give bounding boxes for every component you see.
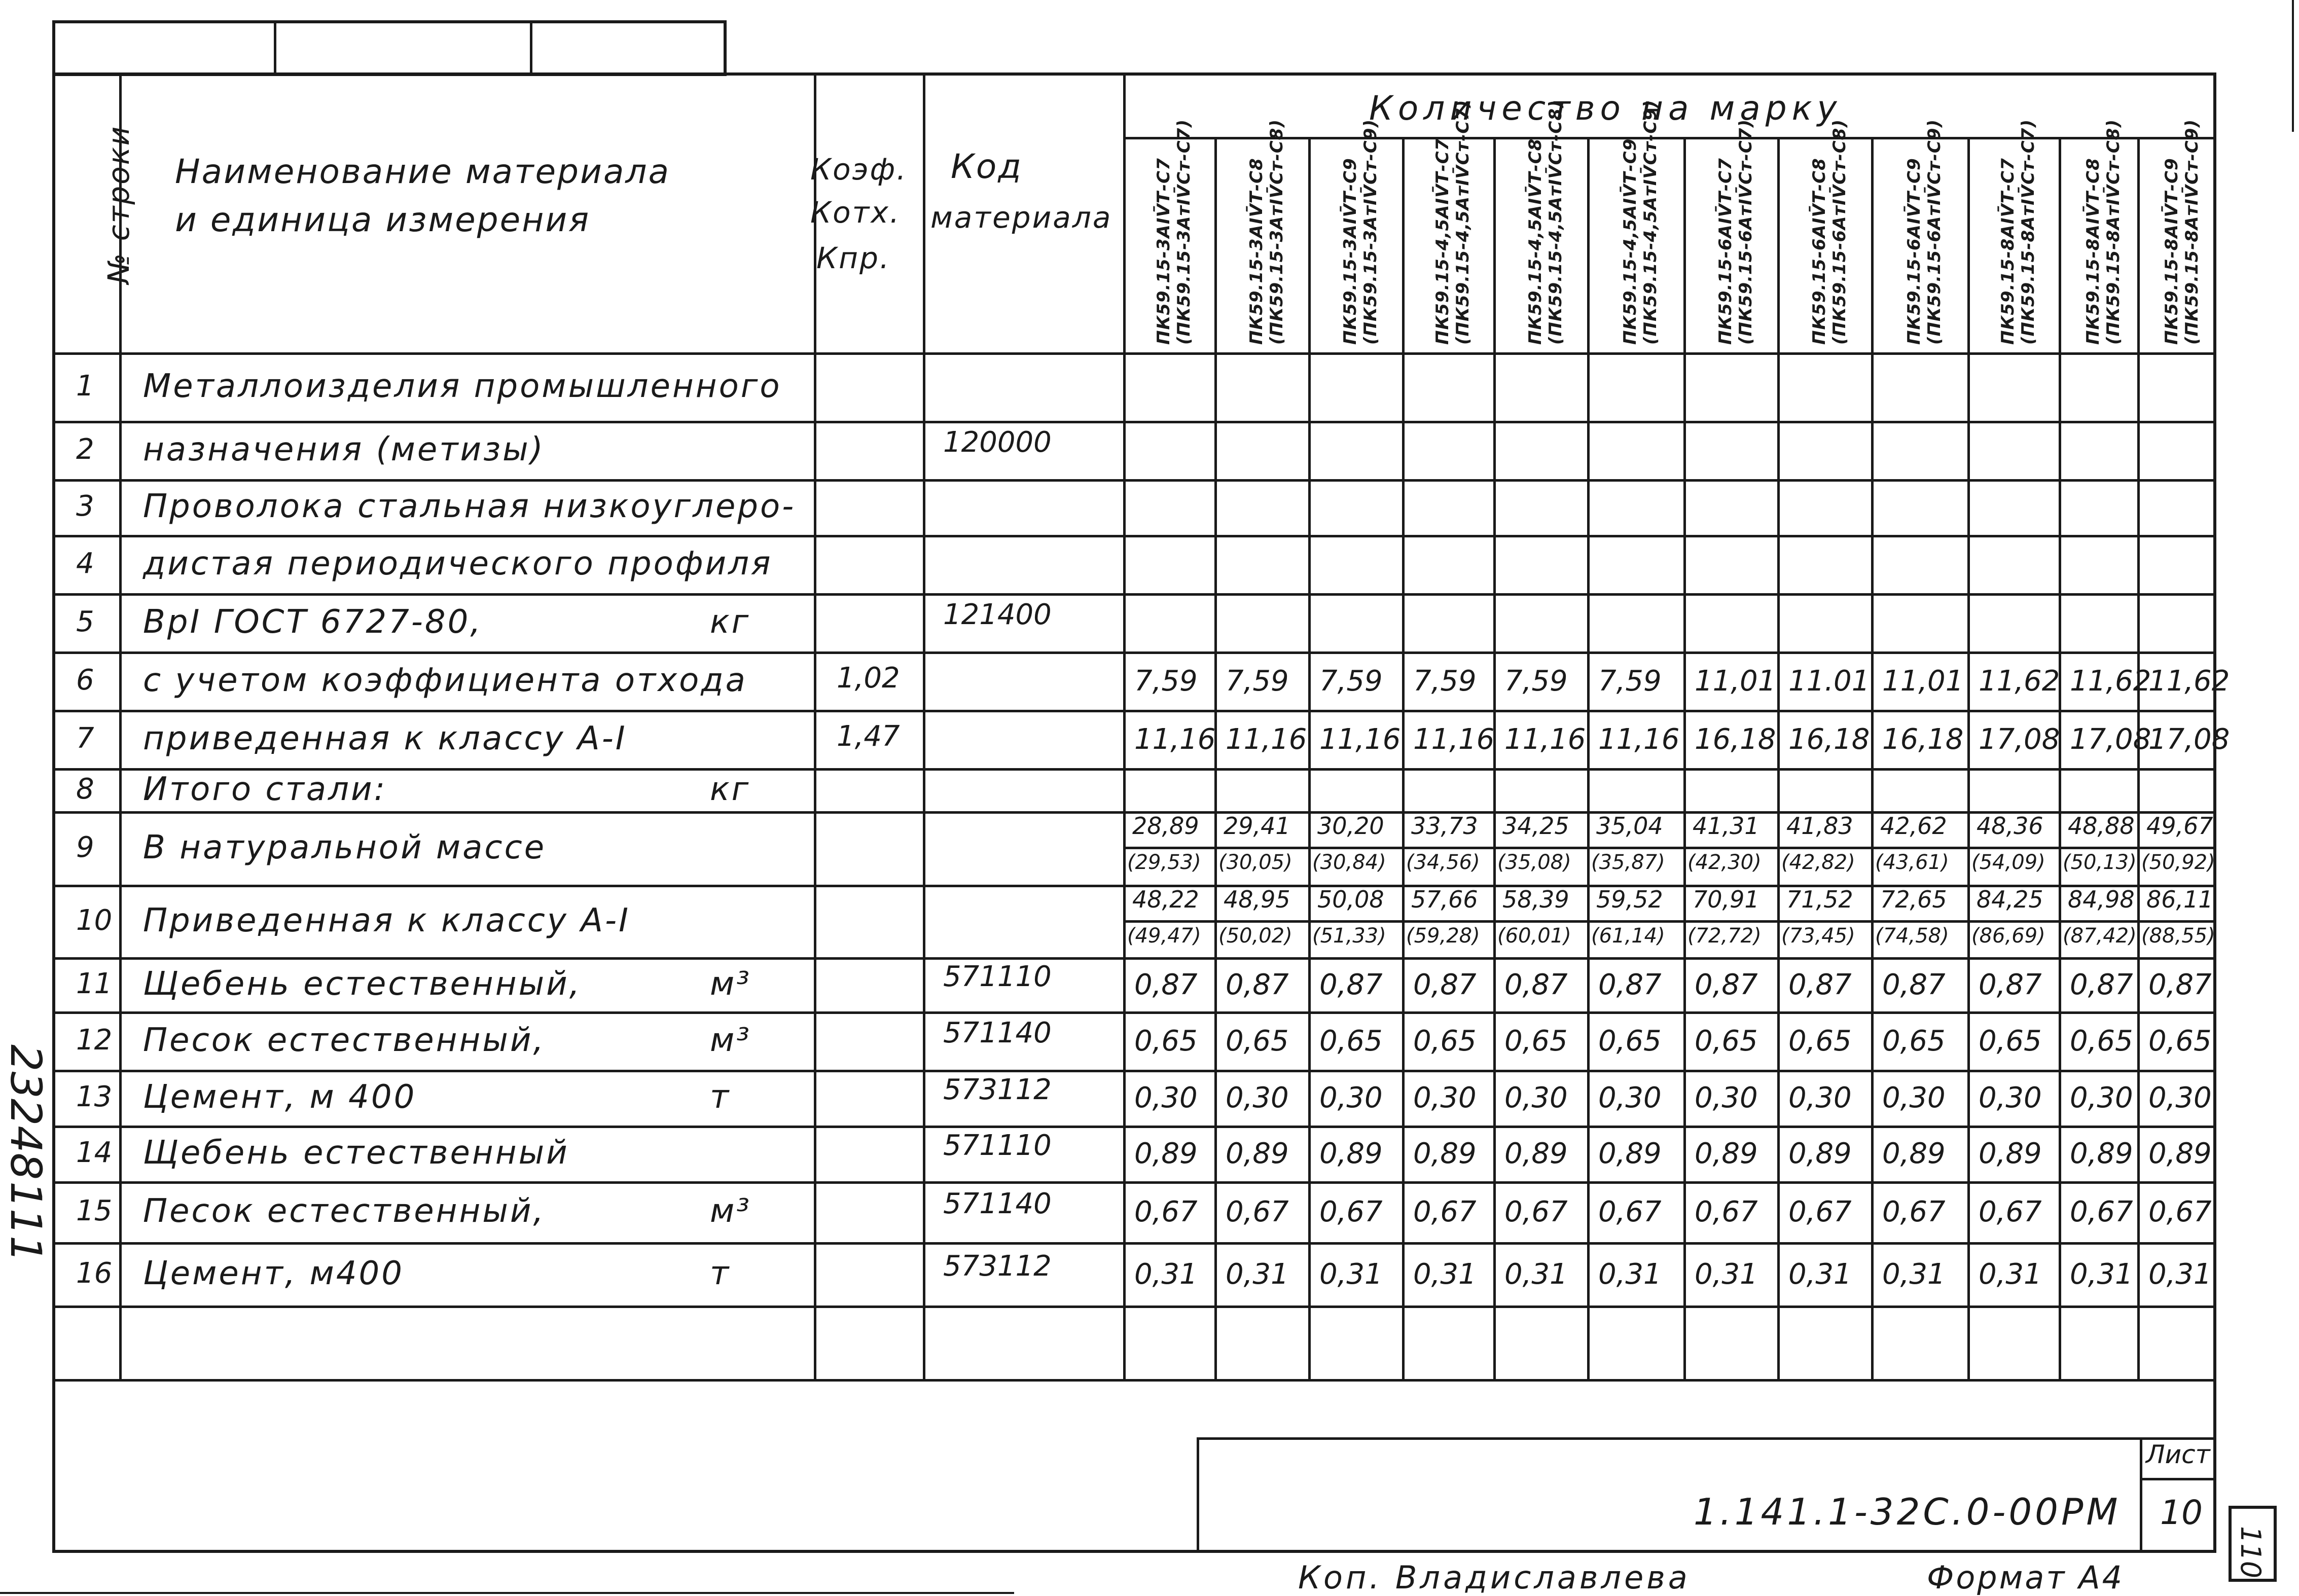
- quantity-value: 0,89: [2148, 1137, 2212, 1170]
- material-name: Цемент, м400: [143, 1254, 404, 1292]
- quantity-value: 70,91: [1693, 886, 1759, 913]
- row-number: 13: [76, 1080, 113, 1113]
- quantity-value: 0,31: [1788, 1257, 1852, 1291]
- quantity-value-alt: (30,84): [1312, 851, 1386, 874]
- material-name: В натуральной массе: [143, 828, 547, 866]
- quantity-value: 0,87: [1695, 968, 1758, 1001]
- quantity-value: 17,08: [2148, 722, 2230, 756]
- mark-header: ПК59.15-6АIV̄Т-С7: [1715, 158, 1736, 345]
- quantity-value: 57,66: [1411, 886, 1478, 913]
- quantity-value-alt: (50,13): [2063, 851, 2137, 874]
- material-name: Металлоизделия промышленного: [143, 367, 782, 405]
- quantity-value: 11.01: [1788, 664, 1870, 698]
- quantity-value: 7,59: [1134, 664, 1198, 698]
- material-name: Щебень естественный,: [143, 965, 582, 1003]
- quantity-value: 0,65: [1695, 1024, 1758, 1058]
- mark-header: ПК59.15-4,5АIV̄Т-С9: [1620, 138, 1640, 345]
- code-header: Код: [951, 147, 1023, 186]
- mark-header: (ПК59.15-8АтIV̄Ст-С9): [2182, 119, 2202, 345]
- quantity-value-alt: (35,08): [1497, 851, 1571, 874]
- quantity-value: 0,67: [1226, 1195, 1289, 1228]
- quantity-value: 0,89: [1598, 1137, 1662, 1170]
- quantity-value-alt: (34,56): [1406, 851, 1480, 874]
- quantity-value: 0,31: [1413, 1257, 1477, 1291]
- quantity-value: 48,36: [1977, 812, 2043, 840]
- quantity-value-alt: (42,82): [1781, 851, 1855, 874]
- column-rule: [1871, 137, 1874, 1379]
- row-rule: [52, 1011, 2216, 1014]
- row-number: 2: [76, 432, 94, 466]
- row-number: 9: [76, 830, 94, 864]
- quantity-value: 0,87: [1504, 968, 1568, 1001]
- row-rule: [52, 1181, 2216, 1184]
- quantity-value: 0,87: [1788, 968, 1852, 1001]
- row-number: 6: [76, 663, 94, 697]
- material-code: 571110: [943, 1129, 1052, 1162]
- quantity-value: 7,59: [1598, 664, 1662, 698]
- material-code: 120000: [943, 425, 1052, 459]
- quantity-value: 0,87: [1598, 968, 1662, 1001]
- quantity-value: 48,88: [2068, 812, 2135, 840]
- quantity-value: 0,31: [1226, 1257, 1289, 1291]
- quantity-value: 0,89: [1695, 1137, 1758, 1170]
- column-rule: [1967, 137, 1970, 1379]
- row-number: 1: [76, 369, 94, 403]
- mark-header: ПК59.15-3АIV̄Т-С8: [1246, 158, 1267, 345]
- top-corner-divider: [530, 20, 532, 76]
- quantity-value: 0,30: [1695, 1081, 1758, 1114]
- quantity-value: 0,31: [2070, 1257, 2133, 1291]
- mark-header: (ПК59.15-6АтIV̄Ст-С9): [1924, 119, 1945, 345]
- row-rule: [52, 1379, 2216, 1382]
- quantity-value: 0,67: [1134, 1195, 1198, 1228]
- quantity-value: 0,89: [1226, 1137, 1289, 1170]
- material-name: с учетом коэффициента отхода: [143, 661, 747, 699]
- mark-header: ПК59.15-4,5АIV̄Т-С7: [1432, 138, 1453, 345]
- mark-header: ПК59.15-3АIV̄Т-С9: [1340, 158, 1360, 345]
- mark-header: ПК59.15-6АIV̄Т-С8: [1809, 158, 1829, 345]
- quantity-value: 41,83: [1786, 812, 1853, 840]
- quantity-value: 0,67: [2148, 1195, 2212, 1228]
- unit-header: и единица измерения: [175, 200, 591, 239]
- material-code: 573112: [943, 1249, 1052, 1283]
- quantity-value: 0,89: [1882, 1137, 1946, 1170]
- unit-label: т: [710, 1078, 731, 1116]
- quantity-value: 0,67: [1598, 1195, 1662, 1228]
- quantity-value: 0,89: [1979, 1137, 2042, 1170]
- row-rule: [52, 651, 2216, 654]
- material-code: 571140: [943, 1016, 1052, 1049]
- quantity-value: 11,01: [1882, 664, 1964, 698]
- row-number: 4: [76, 547, 94, 580]
- quantity-value: 48,22: [1132, 886, 1199, 913]
- quantity-value: 7,59: [1226, 664, 1289, 698]
- quantity-value: 0,65: [1882, 1024, 1946, 1058]
- row-number-header: № строки: [101, 125, 136, 284]
- row-rule: [52, 710, 2216, 712]
- quantity-value: 7,59: [1413, 664, 1477, 698]
- quantity-value: 0,65: [1979, 1024, 2042, 1058]
- quantity-value: 0,30: [1134, 1081, 1198, 1114]
- quantity-value-alt: (61,14): [1591, 924, 1665, 948]
- row-rule: [52, 1242, 2216, 1245]
- quantity-value-alt: (54,09): [1971, 851, 2045, 874]
- quantity-value: 72,65: [1880, 886, 1947, 913]
- quantity-value: 0,30: [1979, 1081, 2042, 1114]
- row-number: 5: [76, 605, 94, 638]
- quantity-value: 0,67: [1413, 1195, 1477, 1228]
- column-rule: [1777, 137, 1780, 1379]
- mark-header: (ПК59.15-8АтIV̄Ст-С8): [2103, 119, 2124, 345]
- sheet-number: 10: [2160, 1493, 2203, 1532]
- quantity-value: 0,30: [1504, 1081, 1568, 1114]
- quantity-value: 0,65: [2070, 1024, 2133, 1058]
- quantity-value-alt: (74,58): [1875, 924, 1949, 948]
- quantity-value: 0,89: [2070, 1137, 2133, 1170]
- mark-header: (ПК59.15-6АтIV̄Ст-С7): [1735, 119, 1756, 345]
- quantity-value-alt: (59,28): [1406, 924, 1480, 948]
- material-code: 121400: [943, 598, 1052, 631]
- column-rule: [1402, 137, 1405, 1379]
- unit-label: кг: [710, 770, 751, 808]
- row-rule: [52, 479, 2216, 482]
- material-name: Щебень естественный: [143, 1134, 569, 1172]
- quantity-value: 0,65: [1504, 1024, 1568, 1058]
- quantity-value: 49,67: [2146, 812, 2213, 840]
- quantity-value: 0,65: [1413, 1024, 1477, 1058]
- quantity-value: 58,39: [1502, 886, 1569, 913]
- quantity-value: 0,31: [1882, 1257, 1946, 1291]
- quantity-value: 42,62: [1880, 812, 1947, 840]
- sheet-format: Формат А4: [1927, 1559, 2125, 1596]
- row-number: 10: [76, 903, 113, 937]
- column-rule: [1308, 137, 1311, 1379]
- copied-by: Коп. Владиславлева: [1298, 1559, 1691, 1596]
- quantity-value: 0,67: [1319, 1195, 1383, 1228]
- quantity-value: 0,67: [1504, 1195, 1568, 1228]
- quantity-value: 11,16: [1598, 722, 1680, 756]
- quantity-value: 11,16: [1226, 722, 1307, 756]
- coef-header: Кпр.: [816, 241, 891, 275]
- unit-label: т: [710, 1254, 731, 1292]
- column-rule: [1214, 137, 1217, 1379]
- quantity-value: 11,16: [1504, 722, 1586, 756]
- header-rule: [1123, 137, 2216, 139]
- quantity-value: 0,89: [1788, 1137, 1852, 1170]
- quantity-value-alt: (49,47): [1127, 924, 1201, 948]
- quantity-value: 33,73: [1411, 812, 1478, 840]
- quantity-value: 0,65: [1134, 1024, 1198, 1058]
- material-code: 573112: [943, 1073, 1052, 1106]
- quantity-value: 0,87: [1134, 968, 1198, 1001]
- mark-header: ПК59.15-3АIV̄Т-С7: [1154, 158, 1174, 345]
- quantity-value: 84,25: [1977, 886, 2043, 913]
- quantity-value: 7,59: [1504, 664, 1568, 698]
- quantity-value: 11,16: [1413, 722, 1495, 756]
- mark-header: (ПК59.15-4,5АтIV̄Ст-С9): [1640, 99, 1661, 345]
- quantity-value-alt: (35,87): [1591, 851, 1665, 874]
- row-number: 12: [76, 1023, 113, 1057]
- material-name: Песок естественный,: [143, 1021, 546, 1059]
- row-number: 8: [76, 772, 94, 806]
- quantity-value: 17,08: [1979, 722, 2060, 756]
- row-rule: [52, 535, 2216, 537]
- column-rule: [1587, 137, 1590, 1379]
- quantity-value: 0,31: [1695, 1257, 1758, 1291]
- bottom-rule: [0, 1592, 1014, 1594]
- material-name: дистая периодического профиля: [143, 545, 773, 583]
- quantity-value: 0,30: [1413, 1081, 1477, 1114]
- quantity-value: 0,87: [1979, 968, 2042, 1001]
- quantity-value-alt: (50,02): [1218, 924, 1292, 948]
- quantity-value: 0,31: [1319, 1257, 1383, 1291]
- right-edge-mark: [2292, 0, 2294, 132]
- row-rule: [52, 1126, 2216, 1128]
- quantity-value: 11,62: [2148, 664, 2230, 698]
- subrow-rule: [1123, 920, 2216, 923]
- material-name: Проволока стальная низкоуглеро-: [143, 488, 796, 525]
- quantity-value: 86,11: [2146, 886, 2213, 913]
- quantity-value: 16,18: [1788, 722, 1870, 756]
- row-rule: [52, 1305, 2216, 1308]
- row-rule: [52, 1070, 2216, 1072]
- quantity-value: 0,89: [1134, 1137, 1198, 1170]
- quantity-value: 11,16: [1319, 722, 1401, 756]
- quantity-value: 0,65: [2148, 1024, 2212, 1058]
- page-number: 110: [2235, 1526, 2267, 1579]
- quantity-value: 29,41: [1224, 812, 1290, 840]
- document-code: 1.141.1-32С.0-00РМ: [1694, 1491, 2121, 1533]
- quantity-value: 0,89: [1413, 1137, 1477, 1170]
- quantity-value: 0,87: [1413, 968, 1477, 1001]
- quantity-value: 30,20: [1317, 812, 1384, 840]
- top-corner-box: [52, 20, 727, 76]
- quantity-value: 0,30: [1882, 1081, 1946, 1114]
- coefficient-value: 1,47: [837, 719, 900, 753]
- code-header: материала: [930, 200, 1112, 235]
- quantity-value: 0,30: [1788, 1081, 1852, 1114]
- quantity-value: 0,67: [2070, 1195, 2133, 1228]
- mark-header: ПК59.15-4,5АIV̄Т-С8: [1525, 138, 1546, 345]
- mark-header: ПК59.15-8АIV̄Т-С9: [2162, 158, 2182, 345]
- material-code: 571110: [943, 960, 1052, 993]
- header-bottom-rule: [52, 352, 2216, 355]
- mark-header: (ПК59.15-3АтIV̄Ст-С7): [1174, 119, 1194, 345]
- quantity-value-alt: (42,30): [1687, 851, 1762, 874]
- mark-header: ПК59.15-8АIV̄Т-С7: [1998, 158, 2018, 345]
- quantity-value: 0,30: [2070, 1081, 2133, 1114]
- stamp-sheet-line: [2140, 1478, 2216, 1480]
- column-rule: [1683, 137, 1686, 1379]
- quantity-value-alt: (30,05): [1218, 851, 1292, 874]
- quantity-value: 0,65: [1598, 1024, 1662, 1058]
- quantity-value: 0,67: [1979, 1195, 2042, 1228]
- material-name: назначения (метизы): [143, 430, 545, 468]
- mark-header: (ПК59.15-4,5АтIV̄Ст-С8): [1545, 99, 1566, 345]
- quantity-value: 17,08: [2070, 722, 2151, 756]
- sheet-label: Лист: [2146, 1440, 2210, 1469]
- coef-header: Котх.: [810, 195, 901, 230]
- quantity-value: 0,31: [1979, 1257, 2042, 1291]
- quantity-value: 0,30: [2148, 1081, 2212, 1114]
- quantity-value: 7,59: [1319, 664, 1383, 698]
- quantity-value: 0,31: [2148, 1257, 2212, 1291]
- quantity-value: 0,31: [1598, 1257, 1662, 1291]
- column-rule: [2059, 137, 2061, 1379]
- inventory-number: 23248: [1, 1044, 51, 1180]
- quantity-value: 48,95: [1224, 886, 1290, 913]
- quantity-value: 16,18: [1695, 722, 1776, 756]
- quantity-value-alt: (51,33): [1312, 924, 1386, 948]
- unit-label: м³: [710, 1021, 751, 1059]
- mark-header: (ПК59.15-4,5АтIV̄Ст-С7): [1453, 99, 1473, 345]
- column-rule: [1493, 137, 1496, 1379]
- quantity-value: 0,87: [1319, 968, 1383, 1001]
- quantity-value: 34,25: [1502, 812, 1569, 840]
- mark-header: (ПК59.15-8АтIV̄Ст-С7): [2018, 119, 2038, 345]
- quantity-value: 11,62: [1979, 664, 2060, 698]
- row-number: 11: [76, 967, 113, 1000]
- quantity-value: 0,87: [1226, 968, 1289, 1001]
- coef-header: Коэф.: [810, 152, 908, 187]
- quantity-value: 0,67: [1788, 1195, 1852, 1228]
- quantity-value: 0,31: [1134, 1257, 1198, 1291]
- quantity-value: 0,31: [1504, 1257, 1568, 1291]
- material-code: 571140: [943, 1187, 1052, 1220]
- quantity-value-alt: (60,01): [1497, 924, 1571, 948]
- row-number: 7: [76, 721, 94, 755]
- quantity-value: 16,18: [1882, 722, 1964, 756]
- quantity-value-alt: (73,45): [1781, 924, 1855, 948]
- quantity-value: 0,65: [1788, 1024, 1852, 1058]
- material-name: Цемент, м 400: [143, 1078, 417, 1116]
- mark-header: ПК59.15-8АIV̄Т-С8: [2082, 158, 2103, 345]
- side-number: 111: [1, 1181, 51, 1263]
- stamp-sheet-divider: [2140, 1437, 2142, 1553]
- quantity-value-alt: (50,92): [2141, 851, 2215, 874]
- row-number: 16: [76, 1256, 113, 1290]
- mark-header: ПК59.15-6АIV̄Т-С9: [1904, 158, 1924, 345]
- row-rule: [52, 421, 2216, 423]
- quantity-value-alt: (86,69): [1971, 924, 2045, 948]
- quantity-value: 0,87: [2070, 968, 2133, 1001]
- stamp-left-line: [1197, 1437, 1199, 1553]
- quantity-header: Количество на марку: [1369, 89, 1842, 128]
- quantity-value: 0,65: [1226, 1024, 1289, 1058]
- quantity-value-alt: (43,61): [1875, 851, 1949, 874]
- quantity-value-alt: (29,53): [1127, 851, 1201, 874]
- unit-label: кг: [710, 603, 751, 641]
- quantity-value-alt: (88,55): [2141, 924, 2215, 948]
- material-name: приведенная к классу А-I: [143, 719, 627, 757]
- quantity-value: 0,30: [1598, 1081, 1662, 1114]
- material-name: ВрI ГОСТ 6727-80,: [143, 603, 483, 641]
- quantity-value: 35,04: [1596, 812, 1663, 840]
- quantity-value: 0,30: [1319, 1081, 1383, 1114]
- quantity-value: 71,52: [1786, 886, 1853, 913]
- quantity-value: 0,67: [1882, 1195, 1946, 1228]
- row-number: 15: [76, 1194, 113, 1227]
- quantity-value: 0,87: [1882, 968, 1946, 1001]
- column-rule: [2137, 137, 2140, 1379]
- row-number: 3: [76, 490, 94, 523]
- quantity-value: 84,98: [2068, 886, 2135, 913]
- quantity-value: 0,67: [1695, 1195, 1758, 1228]
- quantity-value: 41,31: [1693, 812, 1759, 840]
- quantity-value-alt: (87,42): [2063, 924, 2137, 948]
- name-header: Наименование материала: [175, 152, 671, 191]
- quantity-value: 11,16: [1134, 722, 1216, 756]
- stamp-top-line: [1197, 1437, 2216, 1440]
- unit-label: м³: [710, 1192, 751, 1230]
- unit-label: м³: [710, 965, 751, 1003]
- quantity-value: 28,89: [1132, 812, 1199, 840]
- top-corner-divider: [274, 20, 276, 76]
- row-number: 14: [76, 1136, 113, 1169]
- quantity-value: 0,89: [1319, 1137, 1383, 1170]
- subrow-rule: [1123, 847, 2216, 849]
- coefficient-value: 1,02: [837, 661, 900, 695]
- quantity-value: 59,52: [1596, 886, 1663, 913]
- material-name: Приведенная к классу А-I: [143, 901, 630, 939]
- row-rule: [52, 957, 2216, 960]
- material-name: Песок естественный,: [143, 1192, 546, 1230]
- quantity-value: 0,87: [2148, 968, 2212, 1001]
- row-rule: [52, 593, 2216, 596]
- quantity-value: 0,89: [1504, 1137, 1568, 1170]
- mark-header: (ПК59.15-3АтIV̄Ст-С9): [1360, 119, 1381, 345]
- quantity-value-alt: (72,72): [1687, 924, 1762, 948]
- mark-header: (ПК59.15-6АтIV̄Ст-С8): [1829, 119, 1850, 345]
- quantity-value: 11,62: [2070, 664, 2151, 698]
- material-name: Итого стали:: [143, 770, 387, 808]
- mark-header: (ПК59.15-3АтIV̄Ст-С8): [1266, 119, 1287, 345]
- quantity-value: 50,08: [1317, 886, 1384, 913]
- quantity-value: 11,01: [1695, 664, 1776, 698]
- quantity-value: 0,30: [1226, 1081, 1289, 1114]
- quantity-value: 0,65: [1319, 1024, 1383, 1058]
